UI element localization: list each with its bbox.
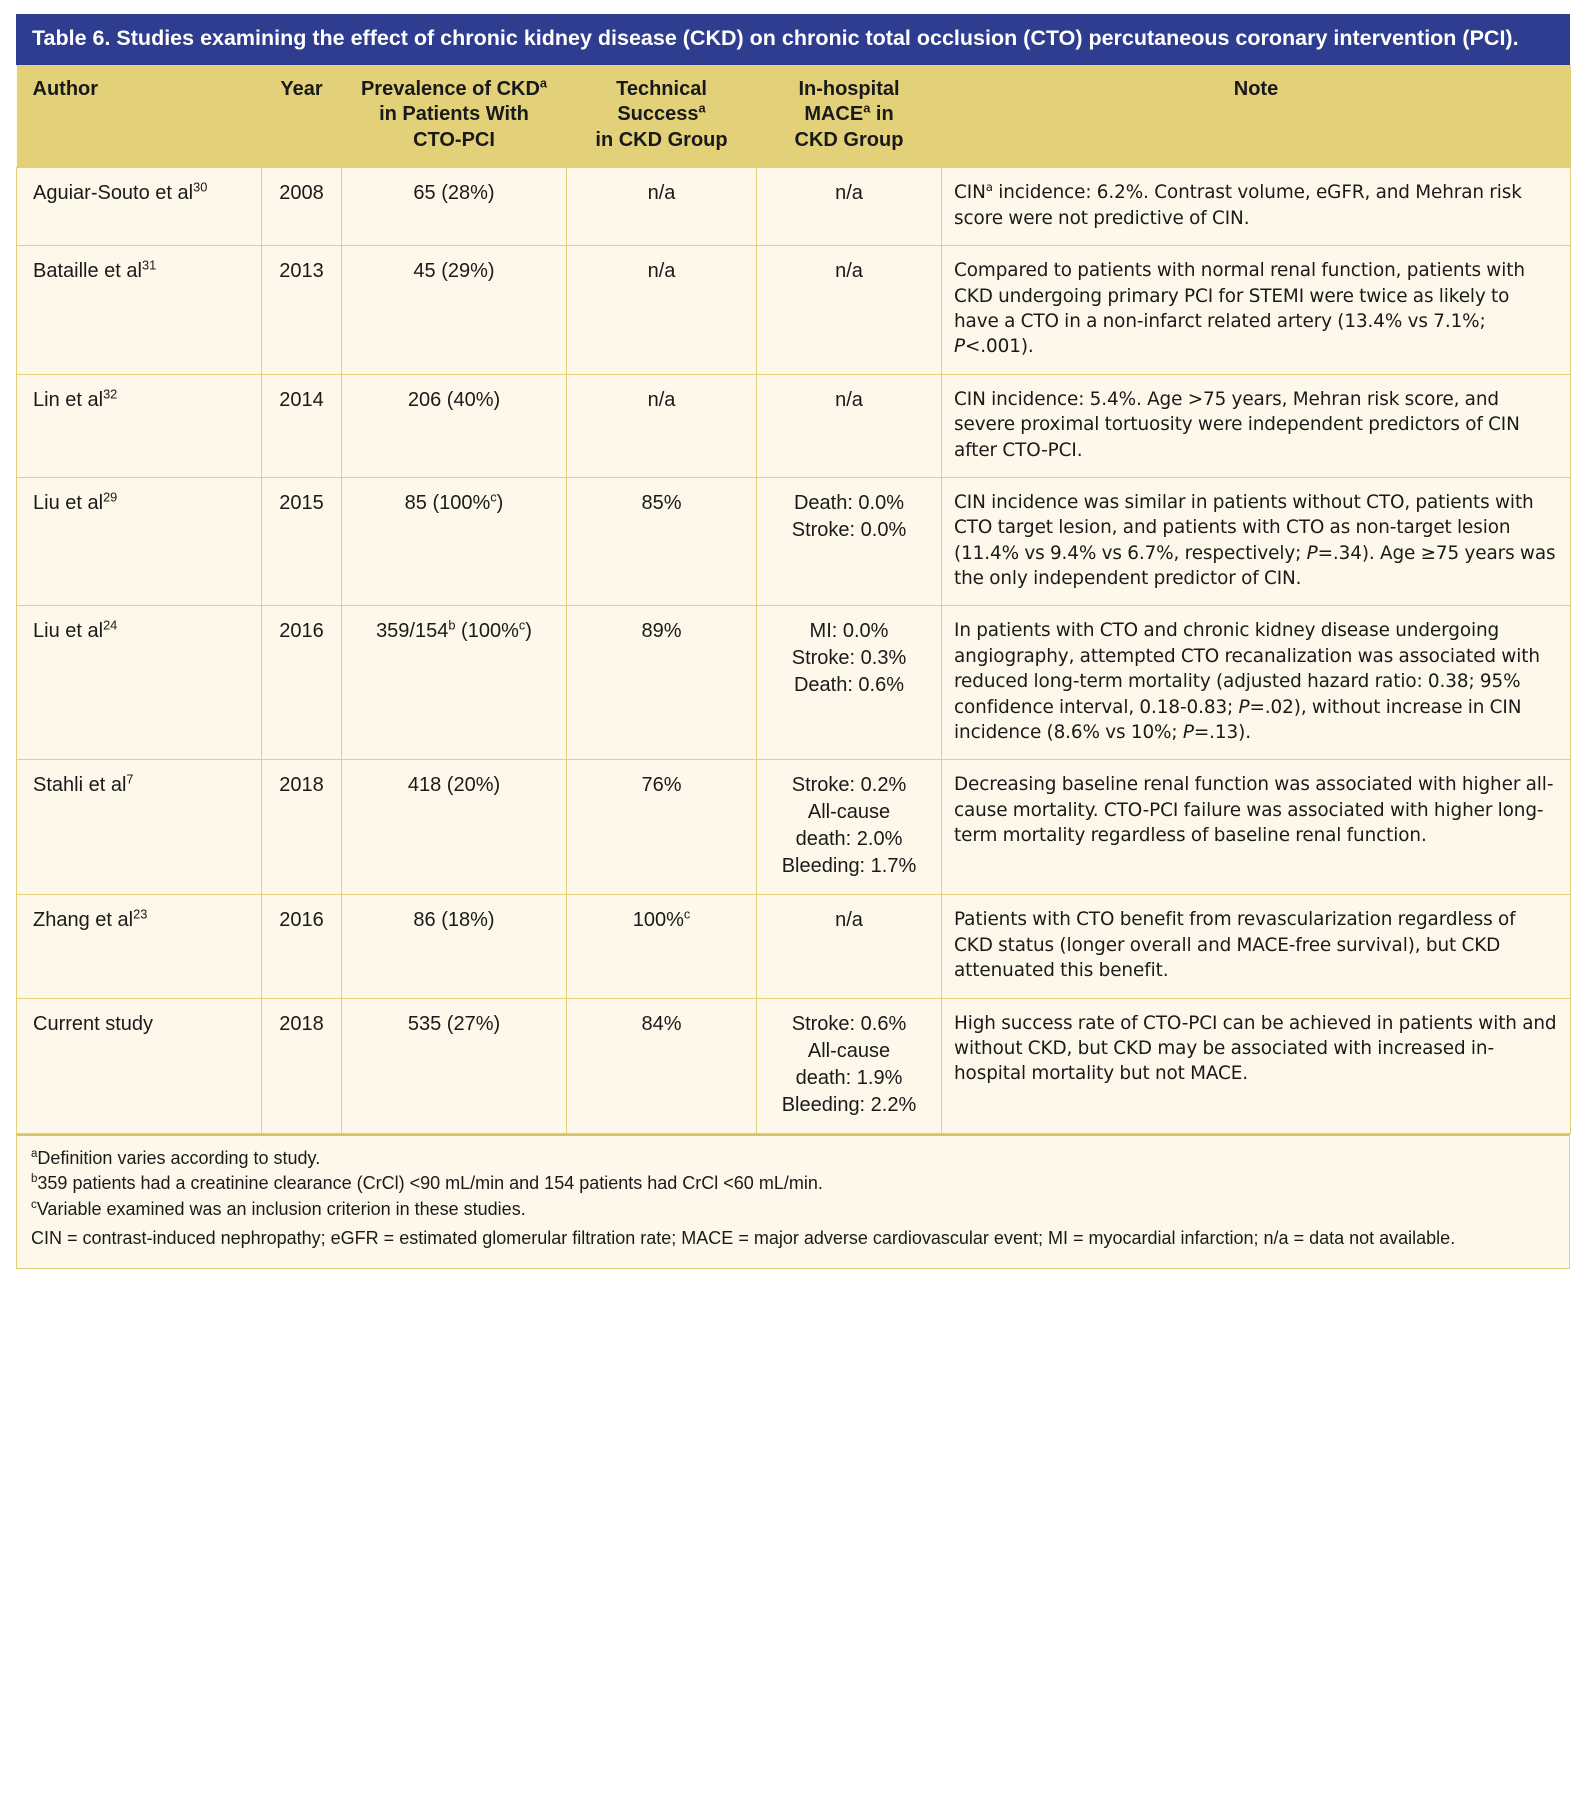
header-row (17, 65, 1571, 168)
table-row (17, 168, 1571, 246)
technical-line-2: in CKD Group (595, 128, 728, 151)
column-header-year-label: Year (280, 77, 323, 100)
prevalence-footnote-marker: a (539, 74, 548, 90)
technical-success-value: 85% (641, 491, 682, 514)
prevalence-value-tail: ) (496, 491, 504, 514)
mace-line: n/a (835, 388, 863, 411)
technical-footnote-marker: a (698, 100, 706, 116)
cell-author (17, 606, 262, 760)
table-body (17, 168, 1571, 1133)
mace-line: Stroke: 0.0% (791, 518, 907, 541)
mace-line-1: In-hospital (798, 77, 900, 100)
cell-mace (757, 606, 942, 760)
footnote-b-text: 359 patients had a creatinine clearance (CrCl) <90 mL/min and 154 patients had CrCl <60 mL/min. (37, 1173, 823, 1194)
cell-prevalence (342, 168, 567, 246)
mace-line: death: 1.9% (795, 1066, 903, 1089)
mace-line-3: CKD Group (794, 128, 904, 151)
cell-mace (757, 760, 942, 895)
prevalence-line-3: CTO-PCI (413, 128, 495, 151)
column-header-year (262, 65, 342, 168)
column-header-note-label: Note (1233, 77, 1279, 100)
mace-line: Bleeding: 1.7% (781, 855, 917, 878)
footnote-abbreviations: CIN = contrast-induced nephropathy; eGFR = estimated glomerular filtration rate; MACE = major adverse cardiovascular event; MI = myocardial infarction; n/a = data not available. (31, 1228, 1456, 1249)
author-reference-marker: 23 (133, 906, 148, 922)
author-name: Lin et al (33, 388, 104, 411)
cell-author (17, 760, 262, 895)
cell-technical-success (567, 606, 757, 760)
cell-technical-success (567, 760, 757, 895)
mace-line: death: 2.0% (795, 828, 903, 851)
prevalence-value: 45 (29%) (413, 260, 495, 283)
author-name: Zhang et al (33, 909, 134, 932)
mace-line: All-cause (807, 801, 891, 824)
author-name: Bataille et al (33, 260, 142, 283)
cell-note: Patients with CTO benefit from revascularization regardless of CKD status (longer overall and MACE-free survival), but CKD attenuated this benefit. (942, 895, 1571, 998)
footnote-b-marker: b (31, 1173, 38, 1186)
prevalence-value: 65 (28%) (413, 182, 495, 205)
cell-author (17, 168, 262, 246)
table-row (17, 374, 1571, 477)
column-header-author (17, 65, 262, 168)
mace-line: Death: 0.6% (793, 674, 905, 697)
column-header-author-label: Author (32, 77, 99, 100)
technical-success-value: n/a (647, 260, 676, 283)
mace-line: Stroke: 0.2% (791, 774, 907, 797)
prevalence-value: 418 (20%) (407, 774, 501, 797)
table-container (16, 14, 1570, 1269)
footnote-c-marker: c (31, 1198, 37, 1211)
cell-year: 2014 (262, 374, 342, 477)
mace-line: Death: 0.0% (793, 491, 905, 514)
footnote-a-marker: a (31, 1147, 38, 1160)
column-header-mace (757, 65, 942, 168)
cell-prevalence (342, 374, 567, 477)
table-row (17, 895, 1571, 998)
prevalence-line-2: in Patients With (379, 103, 529, 126)
table-row (17, 246, 1571, 375)
cell-note: CIN$^a$ incidence: 6.2%. Contrast volume, eGFR, and Mehran risk score were not predictive of CIN. (942, 168, 1571, 246)
cell-year: 2016 (262, 606, 342, 760)
footnote-b (31, 1171, 1555, 1197)
author-name: Stahli et al (33, 774, 127, 797)
column-header-note (942, 65, 1571, 168)
cell-author (17, 998, 262, 1133)
mace-line-2-tail: in (870, 103, 894, 126)
author-reference-marker: 32 (103, 386, 118, 402)
technical-success-value: 84% (641, 1012, 682, 1035)
column-header-prevalence (342, 65, 567, 168)
prevalence-line-1: Prevalence of CKD (360, 77, 540, 100)
author-name: Aguiar-Souto et al (33, 182, 194, 205)
table-row (17, 998, 1571, 1133)
cell-prevalence (342, 760, 567, 895)
cell-technical-success (567, 477, 757, 606)
cell-year: 2013 (262, 246, 342, 375)
author-reference-marker: 24 (103, 617, 118, 633)
cell-author (17, 477, 262, 606)
author-name: Liu et al (33, 491, 104, 514)
table-row (17, 760, 1571, 895)
technical-footnote-marker: c (683, 906, 691, 922)
mace-line: n/a (835, 182, 863, 205)
mace-line: Bleeding: 2.2% (781, 1093, 917, 1116)
cell-mace (757, 998, 942, 1133)
footnote-a-text: Definition varies according to study. (37, 1147, 321, 1168)
cell-year: 2015 (262, 477, 342, 606)
prevalence-value: 85 (100% (404, 491, 491, 514)
cell-prevalence (342, 477, 567, 606)
mace-line: n/a (835, 909, 863, 932)
technical-success-value: 89% (641, 620, 682, 643)
prevalence-value: 206 (40%) (407, 388, 501, 411)
cell-author (17, 374, 262, 477)
cell-author (17, 895, 262, 998)
mace-line: Stroke: 0.6% (791, 1012, 907, 1035)
prevalence-value-mid: (100% (455, 620, 519, 643)
cell-technical-success (567, 895, 757, 998)
cell-technical-success (567, 246, 757, 375)
footnote-c (31, 1197, 1555, 1223)
column-header-technical-success (567, 65, 757, 168)
cell-note: In patients with CTO and chronic kidney disease undergoing angiography, attempted CTO recanalization was associated with reduced long-term mortality (adjusted hazard ratio: 0.38; 95% confidence interval, 0.18-0.83; P=.02), without increase in CIN incidence (8.6% vs 10%; P=.13). (942, 606, 1571, 760)
cell-year: 2018 (262, 760, 342, 895)
cell-year: 2008 (262, 168, 342, 246)
cell-prevalence (342, 246, 567, 375)
table-header (17, 65, 1571, 168)
prevalence-footnote-marker: c (490, 489, 497, 505)
cell-note: Decreasing baseline renal function was associated with higher all-cause mortality. CTO-PCI failure was associated with higher long-term mortality regardless of baseline renal function. (942, 760, 1571, 895)
prevalence-footnote-marker-2: c (518, 617, 526, 633)
cell-year: 2016 (262, 895, 342, 998)
technical-success-value: 100% (632, 909, 684, 932)
mace-line: All-cause (807, 1039, 891, 1062)
mace-line: Stroke: 0.3% (791, 647, 907, 670)
cell-technical-success (567, 998, 757, 1133)
cell-mace (757, 895, 942, 998)
cell-mace (757, 246, 942, 375)
cell-prevalence (342, 998, 567, 1133)
author-name: Current study (33, 1012, 154, 1035)
author-reference-marker: 30 (193, 179, 208, 195)
author-reference-marker: 7 (126, 771, 134, 787)
cell-prevalence (342, 606, 567, 760)
table-title: Table 6. Studies examining the effect of chronic kidney disease (CKD) on chronic total occlusion (CTO) percutaneous coronary intervention (PCI). (16, 14, 1570, 65)
technical-success-value: 76% (641, 774, 682, 797)
mace-footnote-marker: a (863, 100, 871, 116)
mace-line-2: MACE (804, 103, 864, 126)
cell-note: Compared to patients with normal renal function, patients with CKD undergoing primary PCI for STEMI were twice as likely to have a CTO in a non-infarct related artery (13.4% vs 7.1%; P<.001). (942, 246, 1571, 375)
prevalence-footnote-marker: b (448, 617, 456, 633)
technical-success-value: n/a (647, 182, 676, 205)
cell-prevalence (342, 895, 567, 998)
footnote-a (31, 1146, 1555, 1172)
cell-technical-success (567, 374, 757, 477)
prevalence-value-tail: ) (525, 620, 532, 643)
prevalence-value: 535 (27%) (407, 1012, 501, 1035)
cell-note: CIN incidence was similar in patients without CTO, patients with CTO target lesion, and patients with CTO as non-target lesion (11.4% vs 9.4% vs 6.7%, respectively; P=.34). Age ≥75 years was the only independent predictor of CIN. (942, 477, 1571, 606)
author-reference-marker: 29 (103, 489, 118, 505)
author-reference-marker: 31 (141, 257, 157, 273)
footnote-c-text: Variable examined was an inclusion criterion in these studies. (36, 1198, 526, 1219)
cell-mace (757, 477, 942, 606)
table-row (17, 477, 1571, 606)
cell-mace (757, 374, 942, 477)
prevalence-value: 359/154 (376, 620, 449, 643)
cell-author (17, 246, 262, 375)
mace-line: MI: 0.0% (809, 620, 889, 643)
cell-note: CIN incidence: 5.4%. Age >75 years, Mehran risk score, and severe proximal tortuosity were independent predictors of CIN after CTO-PCI. (942, 374, 1571, 477)
cell-note: High success rate of CTO-PCI can be achieved in patients with and without CKD, but CKD may be associated with increased in-hospital mortality but not MACE. (942, 998, 1571, 1133)
cell-technical-success (567, 168, 757, 246)
author-name: Liu et al (33, 620, 104, 643)
technical-line-1: Technical Success (616, 77, 707, 126)
table-row (17, 606, 1571, 760)
table-footnotes (16, 1134, 1570, 1269)
cell-year: 2018 (262, 998, 342, 1133)
technical-success-value: n/a (647, 388, 676, 411)
prevalence-value: 86 (18%) (413, 909, 495, 932)
studies-table (16, 65, 1571, 1134)
mace-line: n/a (835, 260, 863, 283)
cell-mace (757, 168, 942, 246)
